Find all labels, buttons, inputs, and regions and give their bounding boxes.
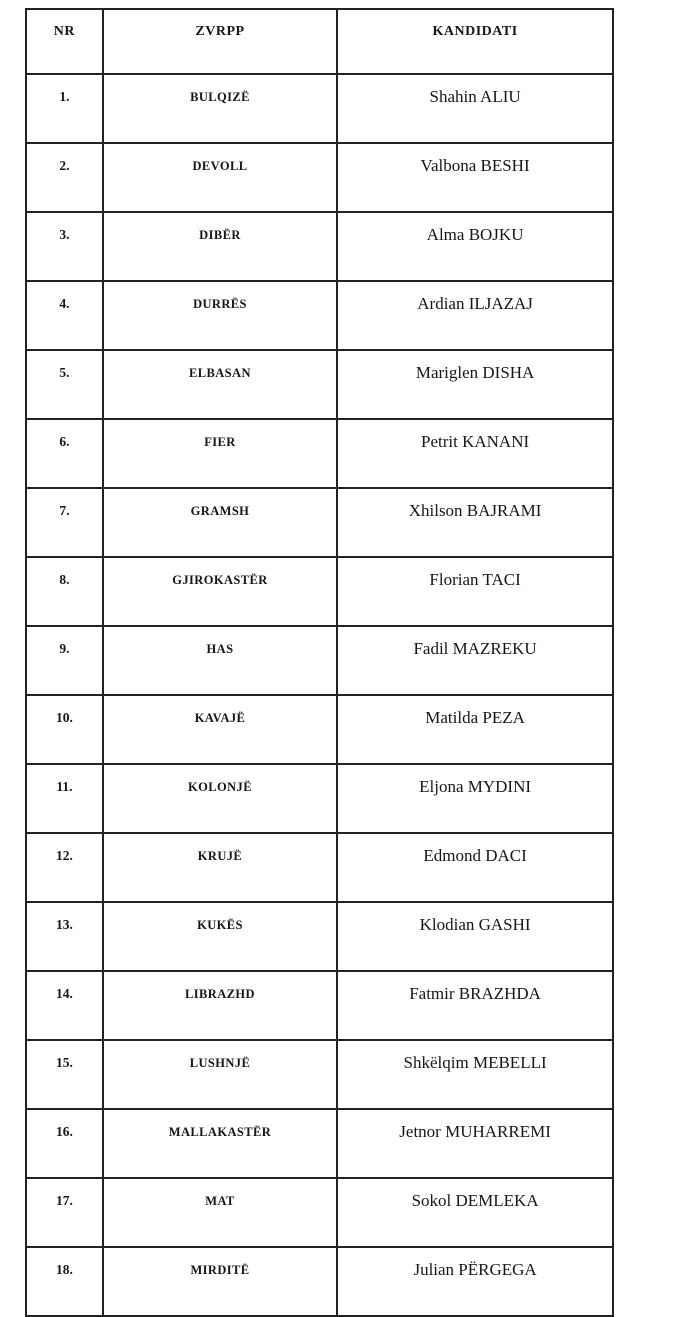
kandidati-cell: Matilda PEZA (337, 695, 613, 764)
row-number-cell: 14. (26, 971, 103, 1040)
table-row (26, 281, 613, 350)
zvrpp-cell: KUKËS (103, 902, 337, 971)
kandidati-cell: Mariglen DISHA (337, 350, 613, 419)
kandidati-cell: Shahin ALIU (337, 74, 613, 143)
kandidati-cell: Xhilson BAJRAMI (337, 488, 613, 557)
kandidati-cell: Ardian ILJAZAJ (337, 281, 613, 350)
kandidati-cell: Valbona BESHI (337, 143, 613, 212)
zvrpp-cell: LUSHNJË (103, 1040, 337, 1109)
table-row (26, 74, 613, 143)
table-row (26, 1247, 613, 1316)
header-nr: NR (26, 9, 103, 74)
zvrpp-cell: HAS (103, 626, 337, 695)
header-kandidati: KANDIDATI (337, 9, 613, 74)
candidates-table (25, 8, 614, 1317)
table-row (26, 1040, 613, 1109)
kandidati-cell: Fadil MAZREKU (337, 626, 613, 695)
table-row (26, 1178, 613, 1247)
row-number-cell: 1. (26, 74, 103, 143)
table-row (26, 971, 613, 1040)
table-row (26, 488, 613, 557)
table-row (26, 419, 613, 488)
table-row (26, 350, 613, 419)
zvrpp-cell: KOLONJË (103, 764, 337, 833)
kandidati-cell: Sokol DEMLEKA (337, 1178, 613, 1247)
row-number-cell: 15. (26, 1040, 103, 1109)
row-number-cell: 5. (26, 350, 103, 419)
zvrpp-cell: MALLAKASTËR (103, 1109, 337, 1178)
table-row (26, 212, 613, 281)
row-number-cell: 12. (26, 833, 103, 902)
zvrpp-cell: MAT (103, 1178, 337, 1247)
table-row (26, 833, 613, 902)
row-number-cell: 11. (26, 764, 103, 833)
zvrpp-cell: ELBASAN (103, 350, 337, 419)
zvrpp-cell: FIER (103, 419, 337, 488)
row-number-cell: 4. (26, 281, 103, 350)
table-body (26, 74, 613, 1316)
zvrpp-cell: DIBËR (103, 212, 337, 281)
zvrpp-cell: GRAMSH (103, 488, 337, 557)
kandidati-cell: Florian TACI (337, 557, 613, 626)
row-number-cell: 10. (26, 695, 103, 764)
row-number-cell: 6. (26, 419, 103, 488)
table-header-row (26, 9, 613, 74)
row-number-cell: 16. (26, 1109, 103, 1178)
table-row (26, 902, 613, 971)
kandidati-cell: Shkëlqim MEBELLI (337, 1040, 613, 1109)
zvrpp-cell: DURRËS (103, 281, 337, 350)
row-number-cell: 18. (26, 1247, 103, 1316)
zvrpp-cell: LIBRAZHD (103, 971, 337, 1040)
kandidati-cell: Fatmir BRAZHDA (337, 971, 613, 1040)
table-row (26, 557, 613, 626)
row-number-cell: 9. (26, 626, 103, 695)
table-row (26, 143, 613, 212)
row-number-cell: 7. (26, 488, 103, 557)
table-row (26, 626, 613, 695)
zvrpp-cell: KAVAJË (103, 695, 337, 764)
header-zvrpp: ZVRPP (103, 9, 337, 74)
kandidati-cell: Klodian GASHI (337, 902, 613, 971)
kandidati-cell: Julian PËRGEGA (337, 1247, 613, 1316)
kandidati-cell: Petrit KANANI (337, 419, 613, 488)
row-number-cell: 2. (26, 143, 103, 212)
kandidati-cell: Jetnor MUHARREMI (337, 1109, 613, 1178)
table-row (26, 764, 613, 833)
row-number-cell: 17. (26, 1178, 103, 1247)
row-number-cell: 13. (26, 902, 103, 971)
row-number-cell: 3. (26, 212, 103, 281)
zvrpp-cell: BULQIZË (103, 74, 337, 143)
kandidati-cell: Edmond DACI (337, 833, 613, 902)
zvrpp-cell: KRUJË (103, 833, 337, 902)
table-row (26, 695, 613, 764)
table-row (26, 1109, 613, 1178)
zvrpp-cell: DEVOLL (103, 143, 337, 212)
zvrpp-cell: GJIROKASTËR (103, 557, 337, 626)
kandidati-cell: Alma BOJKU (337, 212, 613, 281)
row-number-cell: 8. (26, 557, 103, 626)
kandidati-cell: Eljona MYDINI (337, 764, 613, 833)
zvrpp-cell: MIRDITË (103, 1247, 337, 1316)
